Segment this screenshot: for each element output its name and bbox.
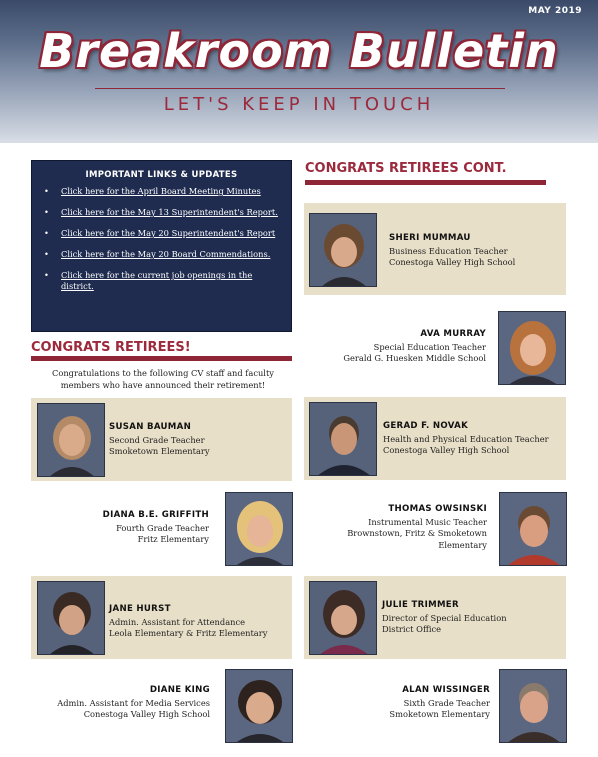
retiree-info — [347, 504, 487, 551]
retiree-name: GERAD F. NOVAK — [383, 421, 469, 431]
retiree-info — [389, 233, 515, 269]
retiree-photo — [498, 311, 566, 385]
retiree-school: Conestoga Valley High School — [83, 709, 210, 719]
link-april-board-minutes[interactable]: Click here for the April Board Meeting Minutes — [61, 186, 261, 196]
retiree-name: THOMAS OWSINSKI — [388, 504, 487, 514]
retiree-card — [304, 490, 566, 568]
retiree-card — [31, 576, 292, 659]
retiree-role: Admin. Assistant for Attendance — [109, 616, 246, 627]
retiree-photo — [309, 213, 377, 287]
retiree-photo — [225, 492, 293, 566]
retiree-school: Conestoga Valley High School — [389, 257, 516, 267]
retiree-photo — [499, 492, 567, 566]
title-divider — [95, 88, 505, 89]
section-rule — [305, 180, 546, 185]
retiree-role: Health and Physical Education Teacher — [383, 433, 549, 444]
retiree-school: Fritz Elementary — [137, 534, 209, 544]
links-list — [44, 186, 281, 292]
retiree-info — [383, 421, 549, 457]
retiree-info — [109, 604, 267, 640]
links-title: IMPORTANT LINKS & UPDATES — [85, 170, 238, 180]
retiree-school: Leola Elementary & Fritz Elementary — [109, 628, 268, 638]
retiree-card — [304, 309, 566, 387]
retiree-role: Admin. Assistant for Media Services — [57, 697, 210, 708]
retiree-role: Business Education Teacher — [389, 245, 508, 256]
retiree-card — [304, 203, 566, 295]
retiree-card — [31, 667, 292, 745]
retiree-school: Conestoga Valley High School — [383, 445, 510, 455]
newsletter-title: Breakroom Bulletin — [39, 24, 559, 78]
retiree-photo — [499, 669, 567, 743]
retiree-info — [103, 510, 209, 546]
retiree-info — [57, 685, 210, 721]
tagline: LET'S KEEP IN TOUCH — [163, 94, 435, 115]
retiree-school: Smoketown Elementary — [109, 446, 210, 456]
retiree-name: AVA MURRAY — [420, 329, 486, 339]
retiree-card — [31, 490, 292, 568]
retiree-school: District Office — [382, 624, 442, 634]
retiree-role: Sixth Grade Teacher — [403, 697, 490, 708]
list-item — [44, 270, 281, 292]
retiree-photo — [37, 581, 105, 655]
retiree-card — [304, 576, 566, 659]
retiree-role: Director of Special Education — [382, 612, 507, 623]
link-may20-board-commendations[interactable]: Click here for the May 20 Board Commendations. — [61, 249, 271, 259]
list-item — [44, 207, 281, 218]
retiree-name: JULIE TRIMMER — [382, 600, 459, 610]
retiree-photo — [37, 403, 105, 477]
retiree-photo — [309, 581, 377, 655]
retiree-info — [382, 600, 507, 636]
retiree-school: Brownstown, Fritz & Smoketown — [347, 528, 487, 538]
section-rule — [31, 356, 292, 361]
retiree-school: Smoketown Elementary — [389, 709, 490, 719]
retiree-school-cont: Elementary — [438, 539, 487, 550]
link-may20-superintendent-report[interactable]: Click here for the May 20 Superintendent's Report — [61, 228, 276, 238]
retiree-name: DIANA B.E. GRIFFITH — [102, 510, 209, 520]
retiree-name: SHERI MUMMAU — [389, 233, 471, 243]
retiree-info — [389, 685, 490, 721]
link-may13-superintendent-report[interactable]: Click here for the May 13 Superintendent's Report. — [61, 207, 278, 217]
retiree-school: Gerald G. Huesken Middle School — [343, 353, 486, 363]
section-title-retirees-cont: CONGRATS RETIREES CONT. — [305, 161, 507, 176]
retiree-card — [31, 398, 292, 481]
important-links-box — [31, 160, 292, 332]
retiree-name: JANE HURST — [109, 604, 171, 614]
retiree-card — [304, 667, 566, 745]
retiree-info — [343, 329, 486, 365]
list-item — [44, 249, 281, 260]
retiree-photo — [309, 402, 377, 476]
retiree-name: SUSAN BAUMAN — [109, 422, 192, 432]
retiree-photo — [225, 669, 293, 743]
retiree-card — [304, 397, 566, 480]
section-title-retirees: CONGRATS RETIREES! — [31, 340, 191, 355]
list-item — [44, 186, 281, 197]
retiree-name: ALAN WISSINGER — [402, 685, 490, 695]
retiree-info — [109, 422, 210, 458]
masthead-banner — [0, 0, 598, 143]
retirees-intro: Congratulations to the following CV staff and faculty members who have announced their retirement! — [52, 368, 274, 390]
retiree-role: Second Grade Teacher — [109, 434, 205, 445]
retiree-name: DIANE KING — [149, 685, 210, 695]
list-item — [44, 228, 281, 239]
issue-date: MAY 2019 — [528, 6, 582, 16]
link-job-openings[interactable]: Click here for the current job openings in the district. — [61, 270, 253, 291]
retiree-role: Instrumental Music Teacher — [368, 516, 487, 527]
retiree-role: Fourth Grade Teacher — [116, 522, 209, 533]
retiree-role: Special Education Teacher — [373, 341, 486, 352]
